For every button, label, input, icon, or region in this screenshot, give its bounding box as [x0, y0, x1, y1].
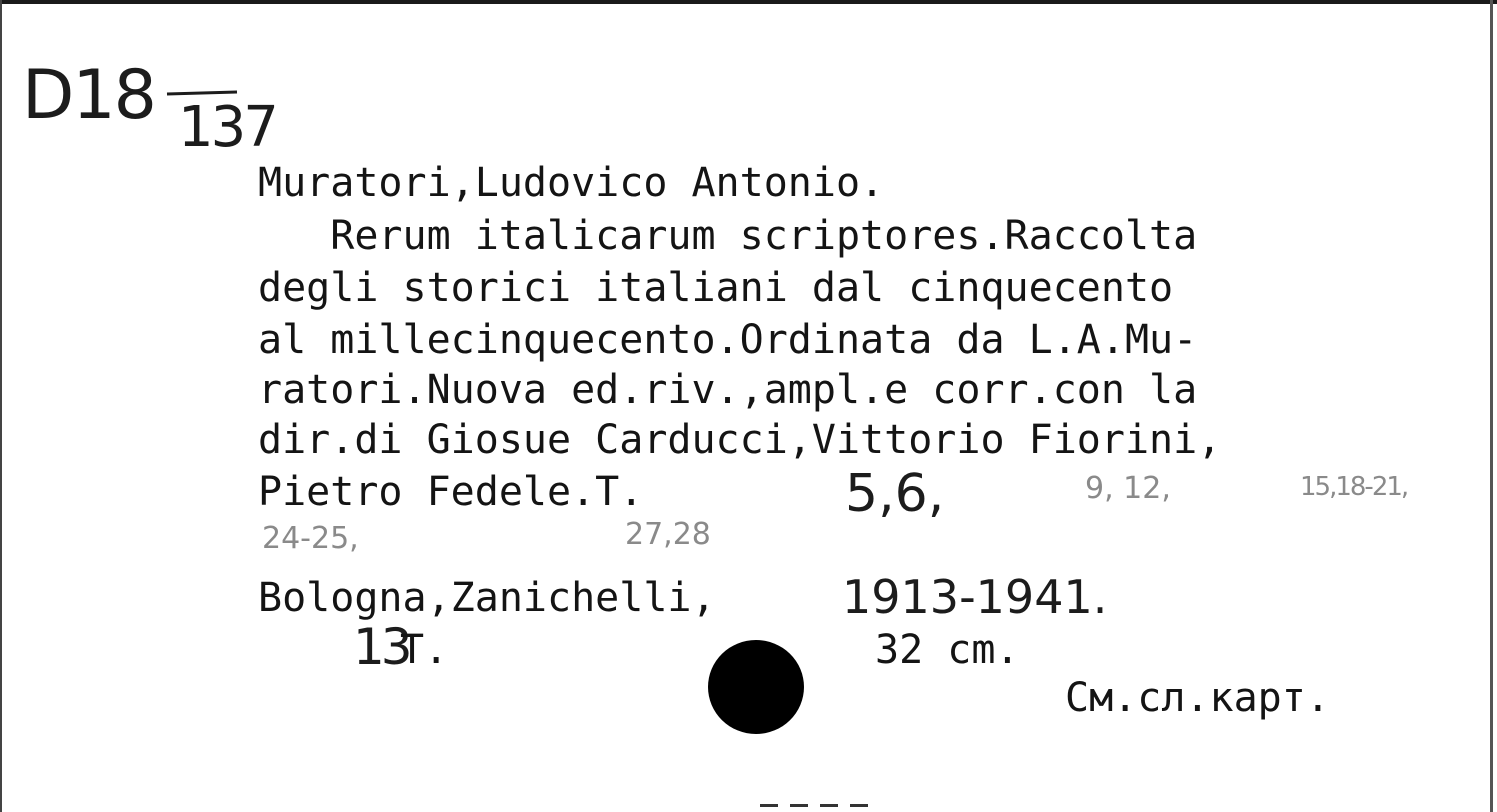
- author-heading: Muratori,Ludovico Antonio.: [258, 160, 885, 206]
- title-line-6: Pietro Fedele.T.: [258, 469, 644, 515]
- physical-size: 32 cm.: [875, 627, 1020, 673]
- card-top-edge: [0, 0, 1497, 4]
- volume-note-faint-2: 15,18-21,: [1300, 472, 1408, 502]
- see-also-note: См.сл.карт.: [1065, 675, 1330, 721]
- title-line-1: Rerum italicarum scriptores.Raccolta: [258, 213, 1198, 259]
- title-line-2: degli storici italiani dal cinquecento: [258, 265, 1174, 311]
- volume-note-faint-3: 24-25,: [262, 521, 359, 556]
- volume-note-main: 5,6,: [845, 464, 945, 524]
- card-left-edge: [0, 0, 2, 812]
- call-number-primary: D18: [22, 56, 155, 135]
- card-right-edge: [1490, 0, 1493, 812]
- card-bottom-edge: [760, 804, 870, 807]
- title-line-4: ratori.Nuova ed.riv.,ampl.e corr.con la: [258, 367, 1198, 413]
- volume-note-faint-1: 9, 12,: [1085, 471, 1171, 506]
- volume-count-handwritten: 13: [353, 618, 409, 676]
- imprint-dates-handwritten: 1913-1941.: [842, 570, 1108, 624]
- volume-note-faint-4: 27,28: [625, 517, 711, 552]
- title-line-5: dir.di Giosue Carducci,Vittorio Fiorini,: [258, 417, 1222, 463]
- volume-count-typed: T.: [400, 627, 449, 673]
- call-number-secondary: 137: [178, 95, 276, 160]
- punch-hole: [708, 640, 804, 734]
- imprint-typed: Bologna,Zanichelli,: [258, 575, 716, 621]
- title-line-3: al millecinquecento.Ordinata da L.A.Mu-: [258, 317, 1198, 363]
